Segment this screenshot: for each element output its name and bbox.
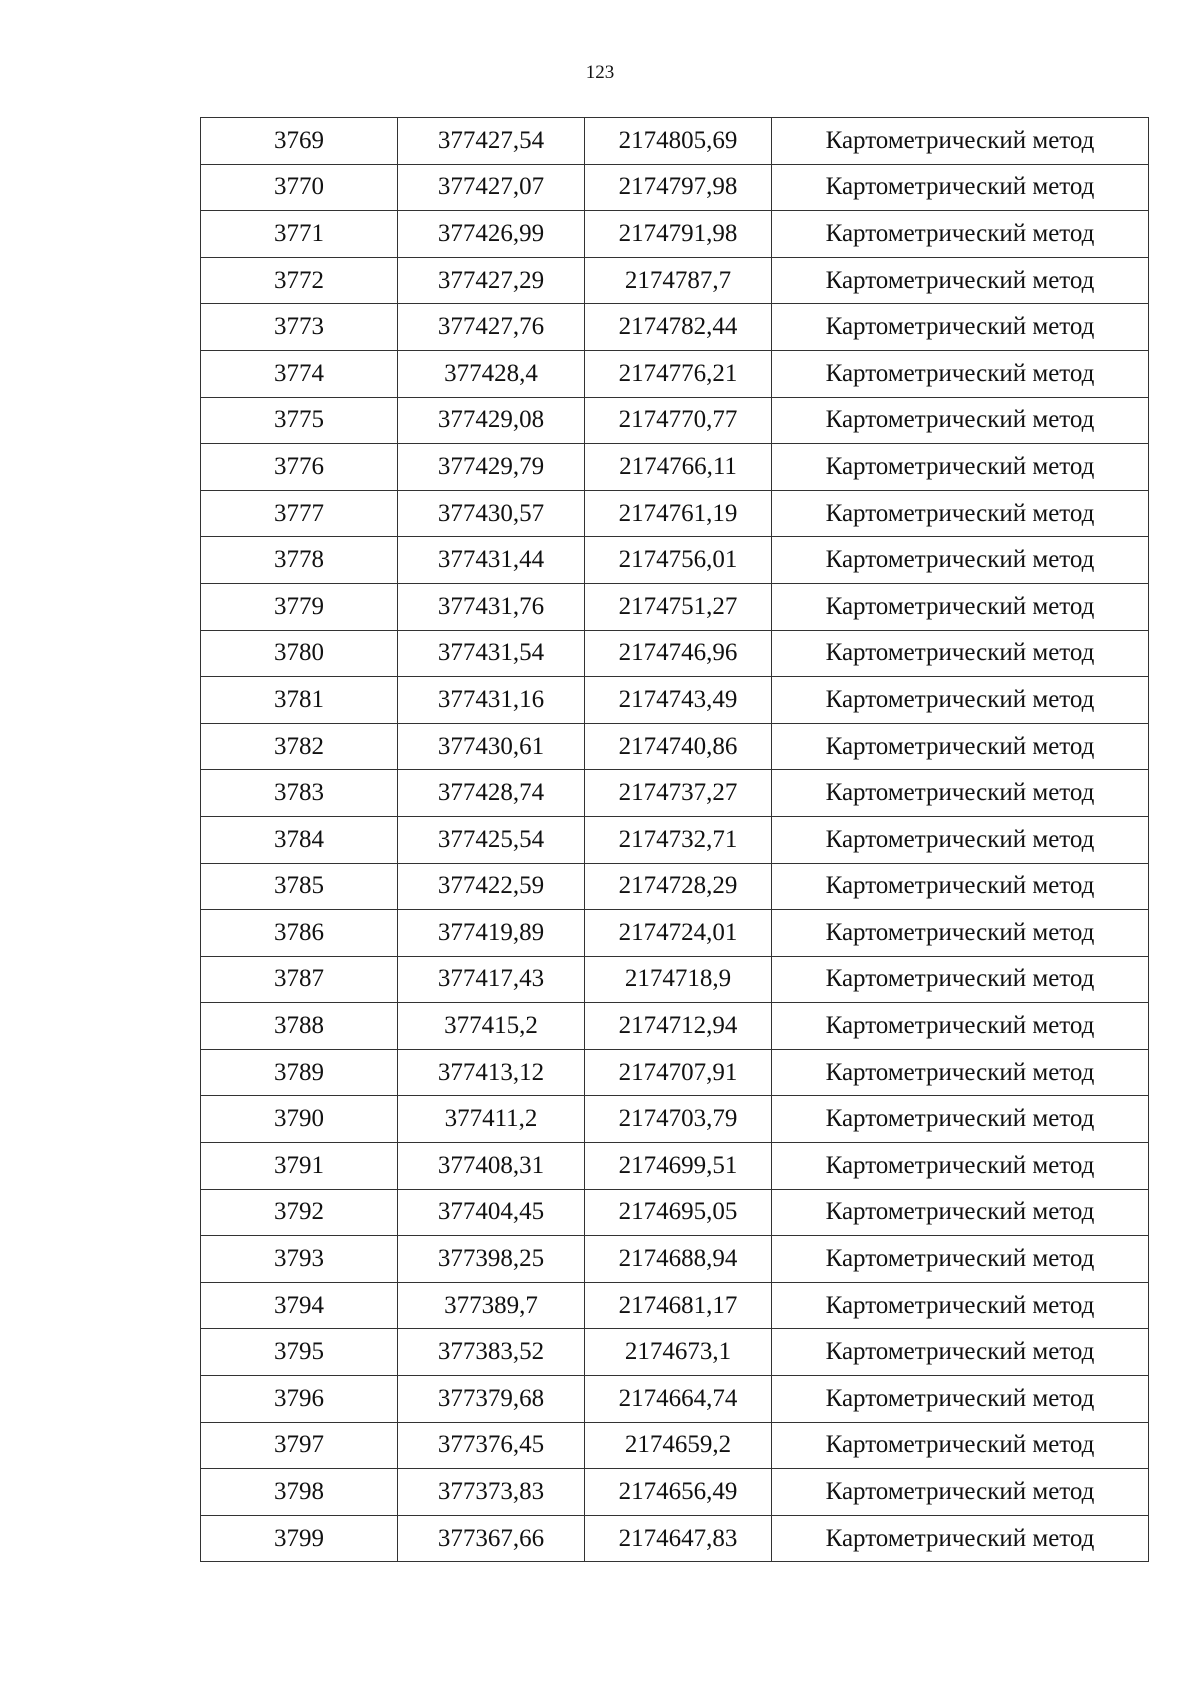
point-number-cell: 3786: [201, 910, 398, 957]
point-number-cell: 3784: [201, 816, 398, 863]
table-row: [201, 397, 1149, 444]
x-coordinate-cell: 377383,52: [398, 1329, 585, 1376]
table-row: [201, 1329, 1149, 1376]
point-number-cell: 3782: [201, 723, 398, 770]
point-number-cell: 3796: [201, 1376, 398, 1423]
y-coordinate-cell: 2174699,51: [585, 1143, 772, 1190]
x-coordinate-cell: 377411,2: [398, 1096, 585, 1143]
x-coordinate-cell: 377427,29: [398, 257, 585, 304]
point-number-cell: 3787: [201, 956, 398, 1003]
table-row: [201, 630, 1149, 677]
point-number-cell: 3789: [201, 1049, 398, 1096]
point-number-cell: 3771: [201, 211, 398, 258]
method-cell: Картометрический метод: [772, 816, 1149, 863]
method-cell: Картометрический метод: [772, 863, 1149, 910]
table-row: [201, 1515, 1149, 1562]
x-coordinate-cell: 377427,07: [398, 164, 585, 211]
table-row: [201, 1422, 1149, 1469]
y-coordinate-cell: 2174695,05: [585, 1189, 772, 1236]
point-number-cell: 3791: [201, 1143, 398, 1190]
table-row: [201, 1189, 1149, 1236]
point-number-cell: 3780: [201, 630, 398, 677]
table-row: [201, 211, 1149, 258]
table-row: [201, 816, 1149, 863]
y-coordinate-cell: 2174728,29: [585, 863, 772, 910]
x-coordinate-cell: 377427,76: [398, 304, 585, 351]
y-coordinate-cell: 2174659,2: [585, 1422, 772, 1469]
method-cell: Картометрический метод: [772, 1422, 1149, 1469]
point-number-cell: 3793: [201, 1236, 398, 1283]
point-number-cell: 3794: [201, 1282, 398, 1329]
y-coordinate-cell: 2174782,44: [585, 304, 772, 351]
y-coordinate-cell: 2174761,19: [585, 490, 772, 537]
y-coordinate-cell: 2174673,1: [585, 1329, 772, 1376]
point-number-cell: 3799: [201, 1515, 398, 1562]
table-row: [201, 1003, 1149, 1050]
table-row: [201, 1282, 1149, 1329]
point-number-cell: 3798: [201, 1469, 398, 1516]
y-coordinate-cell: 2174776,21: [585, 350, 772, 397]
point-number-cell: 3778: [201, 537, 398, 584]
point-number-cell: 3783: [201, 770, 398, 817]
method-cell: Картометрический метод: [772, 537, 1149, 584]
x-coordinate-cell: 377431,76: [398, 583, 585, 630]
method-cell: Картометрический метод: [772, 1096, 1149, 1143]
y-coordinate-cell: 2174703,79: [585, 1096, 772, 1143]
x-coordinate-cell: 377426,99: [398, 211, 585, 258]
point-number-cell: 3772: [201, 257, 398, 304]
x-coordinate-cell: 377404,45: [398, 1189, 585, 1236]
table-row: [201, 863, 1149, 910]
x-coordinate-cell: 377376,45: [398, 1422, 585, 1469]
table-row: [201, 444, 1149, 491]
x-coordinate-cell: 377398,25: [398, 1236, 585, 1283]
table-row: [201, 350, 1149, 397]
method-cell: Картометрический метод: [772, 956, 1149, 1003]
point-number-cell: 3777: [201, 490, 398, 537]
y-coordinate-cell: 2174805,69: [585, 118, 772, 165]
table-row: [201, 723, 1149, 770]
table-row: [201, 677, 1149, 724]
point-number-cell: 3770: [201, 164, 398, 211]
method-cell: Картометрический метод: [772, 397, 1149, 444]
page-number: 123: [585, 62, 615, 83]
point-number-cell: 3776: [201, 444, 398, 491]
method-cell: Картометрический метод: [772, 304, 1149, 351]
x-coordinate-cell: 377413,12: [398, 1049, 585, 1096]
x-coordinate-cell: 377408,31: [398, 1143, 585, 1190]
table-row: [201, 118, 1149, 165]
point-number-cell: 3788: [201, 1003, 398, 1050]
method-cell: Картометрический метод: [772, 1376, 1149, 1423]
point-number-cell: 3779: [201, 583, 398, 630]
method-cell: Картометрический метод: [772, 164, 1149, 211]
x-coordinate-cell: 377379,68: [398, 1376, 585, 1423]
x-coordinate-cell: 377428,74: [398, 770, 585, 817]
y-coordinate-cell: 2174743,49: [585, 677, 772, 724]
table-row: [201, 1049, 1149, 1096]
point-number-cell: 3774: [201, 350, 398, 397]
method-cell: Картометрический метод: [772, 1515, 1149, 1562]
y-coordinate-cell: 2174787,7: [585, 257, 772, 304]
x-coordinate-cell: 377430,61: [398, 723, 585, 770]
y-coordinate-cell: 2174718,9: [585, 956, 772, 1003]
x-coordinate-cell: 377373,83: [398, 1469, 585, 1516]
method-cell: Картометрический метод: [772, 350, 1149, 397]
method-cell: Картометрический метод: [772, 1049, 1149, 1096]
y-coordinate-cell: 2174746,96: [585, 630, 772, 677]
table-row: [201, 490, 1149, 537]
table-row: [201, 304, 1149, 351]
point-number-cell: 3785: [201, 863, 398, 910]
y-coordinate-cell: 2174681,17: [585, 1282, 772, 1329]
method-cell: Картометрический метод: [772, 1329, 1149, 1376]
coordinates-table: [200, 117, 1149, 1562]
x-coordinate-cell: 377427,54: [398, 118, 585, 165]
y-coordinate-cell: 2174664,74: [585, 1376, 772, 1423]
y-coordinate-cell: 2174647,83: [585, 1515, 772, 1562]
x-coordinate-cell: 377425,54: [398, 816, 585, 863]
y-coordinate-cell: 2174756,01: [585, 537, 772, 584]
x-coordinate-cell: 377428,4: [398, 350, 585, 397]
table-row: [201, 956, 1149, 1003]
y-coordinate-cell: 2174751,27: [585, 583, 772, 630]
method-cell: Картометрический метод: [772, 583, 1149, 630]
point-number-cell: 3792: [201, 1189, 398, 1236]
table-row: [201, 770, 1149, 817]
table-row: [201, 1143, 1149, 1190]
point-number-cell: 3790: [201, 1096, 398, 1143]
table-row: [201, 1469, 1149, 1516]
x-coordinate-cell: 377429,79: [398, 444, 585, 491]
y-coordinate-cell: 2174740,86: [585, 723, 772, 770]
y-coordinate-cell: 2174724,01: [585, 910, 772, 957]
y-coordinate-cell: 2174766,11: [585, 444, 772, 491]
method-cell: Картометрический метод: [772, 490, 1149, 537]
point-number-cell: 3773: [201, 304, 398, 351]
x-coordinate-cell: 377417,43: [398, 956, 585, 1003]
method-cell: Картометрический метод: [772, 257, 1149, 304]
point-number-cell: 3797: [201, 1422, 398, 1469]
x-coordinate-cell: 377431,44: [398, 537, 585, 584]
table-row: [201, 1096, 1149, 1143]
y-coordinate-cell: 2174797,98: [585, 164, 772, 211]
y-coordinate-cell: 2174712,94: [585, 1003, 772, 1050]
y-coordinate-cell: 2174688,94: [585, 1236, 772, 1283]
x-coordinate-cell: 377431,54: [398, 630, 585, 677]
x-coordinate-cell: 377422,59: [398, 863, 585, 910]
y-coordinate-cell: 2174737,27: [585, 770, 772, 817]
table-row: [201, 537, 1149, 584]
x-coordinate-cell: 377415,2: [398, 1003, 585, 1050]
x-coordinate-cell: 377419,89: [398, 910, 585, 957]
y-coordinate-cell: 2174770,77: [585, 397, 772, 444]
method-cell: Картометрический метод: [772, 118, 1149, 165]
table-row: [201, 257, 1149, 304]
point-number-cell: 3781: [201, 677, 398, 724]
method-cell: Картометрический метод: [772, 630, 1149, 677]
table-row: [201, 164, 1149, 211]
x-coordinate-cell: 377389,7: [398, 1282, 585, 1329]
method-cell: Картометрический метод: [772, 723, 1149, 770]
method-cell: Картометрический метод: [772, 1189, 1149, 1236]
method-cell: Картометрический метод: [772, 1236, 1149, 1283]
point-number-cell: 3775: [201, 397, 398, 444]
y-coordinate-cell: 2174791,98: [585, 211, 772, 258]
method-cell: Картометрический метод: [772, 770, 1149, 817]
table-row: [201, 910, 1149, 957]
x-coordinate-cell: 377430,57: [398, 490, 585, 537]
y-coordinate-cell: 2174707,91: [585, 1049, 772, 1096]
method-cell: Картометрический метод: [772, 1469, 1149, 1516]
method-cell: Картометрический метод: [772, 1282, 1149, 1329]
y-coordinate-cell: 2174732,71: [585, 816, 772, 863]
method-cell: Картометрический метод: [772, 677, 1149, 724]
point-number-cell: 3795: [201, 1329, 398, 1376]
method-cell: Картометрический метод: [772, 1143, 1149, 1190]
method-cell: Картометрический метод: [772, 444, 1149, 491]
table-row: [201, 1376, 1149, 1423]
table-row: [201, 583, 1149, 630]
x-coordinate-cell: 377431,16: [398, 677, 585, 724]
y-coordinate-cell: 2174656,49: [585, 1469, 772, 1516]
method-cell: Картометрический метод: [772, 910, 1149, 957]
point-number-cell: 3769: [201, 118, 398, 165]
method-cell: Картометрический метод: [772, 211, 1149, 258]
x-coordinate-cell: 377367,66: [398, 1515, 585, 1562]
coordinates-table-body: [201, 118, 1149, 1562]
x-coordinate-cell: 377429,08: [398, 397, 585, 444]
method-cell: Картометрический метод: [772, 1003, 1149, 1050]
table-row: [201, 1236, 1149, 1283]
